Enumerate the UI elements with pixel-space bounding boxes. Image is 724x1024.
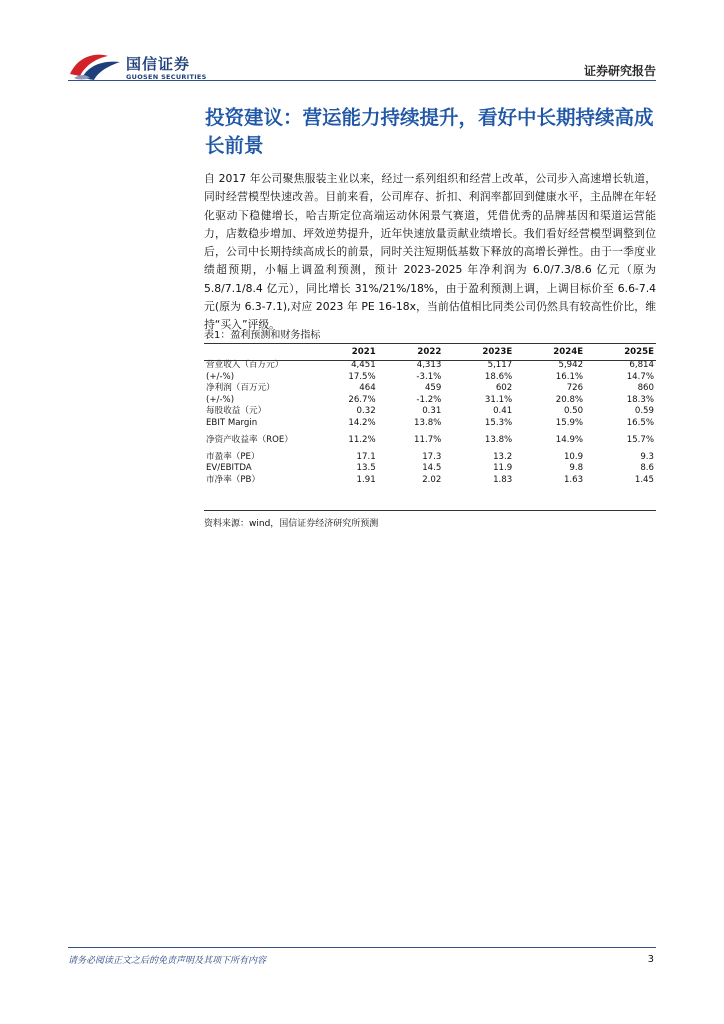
table-cell: 0.59 <box>634 406 654 417</box>
table-row <box>204 383 656 395</box>
table-cell: 14.2% <box>348 417 376 428</box>
table-cell: 1.83 <box>493 474 513 485</box>
table-cell: 16.5% <box>626 417 654 428</box>
body-paragraph: 自 2017 年公司聚焦服装主业以来，经过一系列组织和经营上改革，公司步入高速增长轨道，同时经营模型快速改善。目前来看，公司库存、折扣、利润率都回到健康水平，主品牌在年轻化驱动下稳健增长，哈吉斯定位高端运动休闲景气赛道，凭借优秀的品牌基因和渠道运营能力，店数稳步增加、坪效逆势提升，近年快速放量贡献业绩增长。我们看好经营模型调整到位后，公司中长期持续高成长的前景，同时关注短期低基数下释放的高增长弹性。由于一季度业绩超预期，小幅上调盈利预测，预计 2023-2025 年净利润为 6.0/7.3/8.6 亿元（原为 5.8/7.1/8.4 亿元），同比增长 31%/21%/18%，由于盈利预测上调，上调目标价至 6.6-7.4 元(原为 6.3-7.1),对应 2023 年 PE 16-18x，当前估值相比同类公司仍然具有较高性价比，维持“买入”评级。 <box>204 172 656 332</box>
brand-logo <box>68 50 268 90</box>
row-label: 每股收益（元） <box>206 406 267 417</box>
table-cell: 11.7% <box>414 435 442 446</box>
table-cell: 13.2 <box>493 451 513 462</box>
table-header-year: 2024E <box>553 347 584 357</box>
table-cell: 31.1% <box>484 394 513 405</box>
table-bottom-rule <box>204 510 656 511</box>
table-cell: 17.1 <box>356 451 376 462</box>
table-cell: 2.02 <box>422 474 442 485</box>
table-row <box>204 418 656 430</box>
table-cell: 13.8% <box>484 435 513 446</box>
row-label: 市净率（PB） <box>206 474 261 485</box>
table-cell: 11.9 <box>493 463 513 474</box>
row-label: EBIT Margin <box>206 417 258 428</box>
table-row <box>204 430 656 452</box>
table-cell: 860 <box>637 383 654 394</box>
table-cell: 0.31 <box>422 406 442 417</box>
table-cell: 6,814 <box>629 360 654 370</box>
table-row <box>204 475 656 487</box>
table-row <box>204 360 656 372</box>
table-cell: 10.9 <box>563 451 584 462</box>
table-header-year: 2022 <box>417 347 442 357</box>
table-cell: 16.1% <box>555 371 584 382</box>
table-cell: 17.3 <box>422 451 442 462</box>
table-cell: 4,451 <box>351 360 376 370</box>
table-cell: 5,117 <box>487 360 513 370</box>
footer-divider <box>68 947 656 948</box>
table-header-year: 2023E <box>482 347 513 357</box>
table-source-note: 资料来源：wind，国信证券经济研究所预测 <box>204 519 379 529</box>
table-cell: -3.1% <box>416 371 442 382</box>
table-header-year: 2025E <box>624 347 654 357</box>
row-label: 市盈率（PE） <box>206 451 260 462</box>
logo-chinese-name: 国信证券 <box>126 55 191 73</box>
table-cell: 18.3% <box>626 394 654 405</box>
table-cell: 14.9% <box>555 435 584 446</box>
table-cell: 5,942 <box>558 360 584 370</box>
table-cell: 20.8% <box>555 394 584 405</box>
row-label: 营业收入（百万元） <box>206 360 284 370</box>
table-cell: 0.32 <box>356 406 376 417</box>
table-header-year: 2021 <box>351 347 376 357</box>
table-cell: 1.45 <box>634 474 654 485</box>
table-cell: 11.2% <box>348 435 376 446</box>
table-row <box>204 372 656 384</box>
table-cell: 1.91 <box>356 474 376 485</box>
table-header-rule <box>204 360 656 361</box>
table-cell: 464 <box>359 383 376 394</box>
row-label: 净资产收益率（ROE） <box>206 435 293 446</box>
table-cell: 602 <box>495 383 513 394</box>
table-cell: 15.3% <box>484 417 513 428</box>
table-row <box>204 452 656 464</box>
table-cell: 8.6 <box>640 463 654 474</box>
guosen-logo-icon <box>68 52 122 82</box>
report-type-label: 证券研究报告 <box>583 64 656 78</box>
page-number: 3 <box>647 954 654 965</box>
row-label: 净利润（百万元） <box>206 383 275 394</box>
table-header-label <box>204 344 312 360</box>
table-cell: 18.6% <box>484 371 513 382</box>
table-cell: 9.8 <box>569 463 584 474</box>
table-cell: 15.7% <box>626 435 654 446</box>
table-cell: 14.7% <box>626 371 654 382</box>
table-cell: 9.3 <box>640 451 654 462</box>
table-cell: 14.5 <box>422 463 442 474</box>
table-cell: 13.8% <box>414 417 442 428</box>
table-cell: 0.41 <box>493 406 513 417</box>
table-caption: 表1：盈利预测和财务指标 <box>204 330 321 341</box>
footer-disclaimer: 请务必阅读正文之后的免责声明及其项下所有内容 <box>68 956 267 966</box>
row-label: (+/-%) <box>206 394 235 405</box>
table-cell: 15.9% <box>555 417 584 428</box>
table-row <box>204 463 656 475</box>
table-cell: -1.2% <box>416 394 442 405</box>
table-cell: 13.5 <box>356 463 376 474</box>
table-row <box>204 406 656 418</box>
table-cell: 0.50 <box>563 406 584 417</box>
row-label: (+/-%) <box>206 371 235 382</box>
table-header-row <box>204 344 656 360</box>
table-cell: 26.7% <box>348 394 376 405</box>
logo-english-name: GUOSEN SECURITIES <box>126 73 207 81</box>
forecast-table <box>204 344 656 486</box>
table-cell: 1.63 <box>563 474 584 485</box>
table-cell: 17.5% <box>348 371 376 382</box>
table-cell: 459 <box>424 383 442 394</box>
row-label: EV/EBITDA <box>206 463 252 474</box>
table-cell: 726 <box>566 383 584 394</box>
table-cell: 4,313 <box>416 360 442 370</box>
table-row <box>204 395 656 407</box>
header-divider <box>68 80 656 81</box>
section-title: 投资建议：营运能力持续提升，看好中长期持续高成长前景 <box>205 106 654 157</box>
